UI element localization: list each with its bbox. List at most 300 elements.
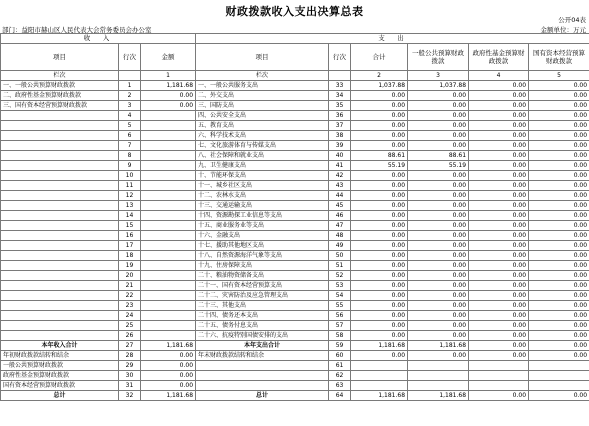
income-amount-header: 金额 — [141, 44, 196, 71]
state-capital-cell: 0.00 — [529, 211, 589, 221]
total-cell: 0.00 — [351, 181, 408, 191]
expend-rowno-cell: 55 — [329, 301, 351, 311]
total-cell — [351, 361, 408, 371]
fund-budget-cell: 0.00 — [469, 131, 529, 141]
income-item-cell — [1, 281, 119, 291]
column-number-row — [1, 71, 589, 81]
general-budget-header: 一般公共预算财政拨款 — [408, 44, 469, 71]
income-amount-cell — [141, 121, 196, 131]
table-row — [1, 391, 589, 401]
expend-rowno-cell: 48 — [329, 231, 351, 241]
expend-item-cell: 十三、交通运输支出 — [196, 201, 329, 211]
general-budget-cell: 0.00 — [408, 291, 469, 301]
income-item-cell: 一般公共预算财政拨款 — [1, 361, 119, 371]
table-row — [1, 231, 589, 241]
income-amount-cell — [141, 201, 196, 211]
table-row — [1, 91, 589, 101]
general-budget-cell: 0.00 — [408, 261, 469, 271]
general-budget-cell: 0.00 — [408, 91, 469, 101]
total-cell — [351, 371, 408, 381]
income-rowno-cell: 1 — [119, 81, 141, 91]
income-amount-cell: 1,181.68 — [141, 391, 196, 401]
income-rowno-cell: 27 — [119, 341, 141, 351]
table-row — [1, 191, 589, 201]
general-budget-cell — [408, 361, 469, 371]
general-budget-cell: 0.00 — [408, 311, 469, 321]
general-budget-cell: 0.00 — [408, 181, 469, 191]
income-amount-cell — [141, 141, 196, 151]
total-cell: 1,181.68 — [351, 341, 408, 351]
state-capital-cell: 0.00 — [529, 241, 589, 251]
table-row — [1, 271, 589, 281]
income-amount-cell — [141, 131, 196, 141]
income-item-cell — [1, 231, 119, 241]
table-row — [1, 151, 589, 161]
total-cell: 0.00 — [351, 321, 408, 331]
fund-budget-cell: 0.00 — [469, 161, 529, 171]
expend-item-cell: 十九、住房保障支出 — [196, 261, 329, 271]
state-capital-cell: 0.00 — [529, 301, 589, 311]
general-budget-cell: 0.00 — [408, 191, 469, 201]
state-capital-cell: 0.00 — [529, 231, 589, 241]
expend-rowno-cell: 47 — [329, 221, 351, 231]
table-row — [1, 141, 589, 151]
state-capital-header: 国有资本经营预算财政拨款 — [529, 44, 589, 71]
income-item-cell: 国有资本经营预算财政拨款 — [1, 381, 119, 391]
income-amount-cell: 1,181.68 — [141, 341, 196, 351]
income-item-cell — [1, 241, 119, 251]
general-budget-cell: 0.00 — [408, 141, 469, 151]
income-rowno-cell: 2 — [119, 91, 141, 101]
total-cell: 0.00 — [351, 331, 408, 341]
table-row — [1, 101, 589, 111]
income-item-cell — [1, 251, 119, 261]
income-item-cell — [1, 171, 119, 181]
state-capital-cell: 0.00 — [529, 161, 589, 171]
expend-rowno-cell: 59 — [329, 341, 351, 351]
expend-item-cell: 六、科学技术支出 — [196, 131, 329, 141]
income-rowno-cell: 11 — [119, 181, 141, 191]
state-capital-cell — [529, 381, 589, 391]
state-capital-cell: 0.00 — [529, 261, 589, 271]
expend-item-cell: 十七、援助其他地区支出 — [196, 241, 329, 251]
income-amount-cell — [141, 181, 196, 191]
report-title: 财政拨款收入支出决算总表 — [225, 5, 364, 18]
expend-item-cell: 二十五、债务付息支出 — [196, 321, 329, 331]
total-cell: 0.00 — [351, 131, 408, 141]
colno-5: 5 — [529, 71, 589, 81]
expend-item-cell: 十八、自然资源海洋气象等支出 — [196, 251, 329, 261]
expend-item-cell: 年末财政拨款结转和结余 — [196, 351, 329, 361]
fund-budget-cell: 0.00 — [469, 311, 529, 321]
total-cell: 0.00 — [351, 291, 408, 301]
fund-budget-cell: 0.00 — [469, 271, 529, 281]
income-rowno-cell: 20 — [119, 271, 141, 281]
income-amount-cell — [141, 281, 196, 291]
expend-item-cell: 八、社会保障和就业支出 — [196, 151, 329, 161]
state-capital-cell: 0.00 — [529, 391, 589, 401]
form-number: 公开04表 — [558, 16, 586, 24]
expend-item-cell: 一、一般公共服务支出 — [196, 81, 329, 91]
fund-budget-cell: 0.00 — [469, 321, 529, 331]
state-capital-cell: 0.00 — [529, 91, 589, 101]
expend-rowno-header: 行次 — [329, 44, 351, 71]
fund-budget-cell: 0.00 — [469, 171, 529, 181]
expend-rowno-cell: 51 — [329, 261, 351, 271]
income-rowno-cell: 21 — [119, 281, 141, 291]
total-cell: 0.00 — [351, 91, 408, 101]
income-item-cell — [1, 311, 119, 321]
general-budget-cell — [408, 371, 469, 381]
column-header-row — [1, 44, 589, 71]
total-cell: 0.00 — [351, 201, 408, 211]
fund-budget-cell: 0.00 — [469, 301, 529, 311]
expend-item-cell: 十二、农林水支出 — [196, 191, 329, 201]
income-amount-cell — [141, 331, 196, 341]
income-rowno-cell: 32 — [119, 391, 141, 401]
general-budget-cell: 0.00 — [408, 121, 469, 131]
expend-rowno-cell: 34 — [329, 91, 351, 101]
income-rowno-cell: 28 — [119, 351, 141, 361]
table-row — [1, 181, 589, 191]
income-amount-cell — [141, 271, 196, 281]
table-row — [1, 251, 589, 261]
expend-item-cell: 二十四、债务还本支出 — [196, 311, 329, 321]
expend-item-cell: 七、文化旅游体育与传媒支出 — [196, 141, 329, 151]
fund-budget-cell: 0.00 — [469, 81, 529, 91]
fund-budget-cell — [469, 361, 529, 371]
table-row — [1, 361, 589, 371]
income-amount-cell: 0.00 — [141, 101, 196, 111]
income-amount-cell — [141, 311, 196, 321]
state-capital-cell: 0.00 — [529, 201, 589, 211]
income-item-cell: 政府性基金预算财政拨款 — [1, 371, 119, 381]
total-cell: 0.00 — [351, 191, 408, 201]
colno-label-right: 栏次 — [196, 71, 329, 81]
total-cell: 88.61 — [351, 151, 408, 161]
income-amount-cell — [141, 301, 196, 311]
expend-rowno-cell: 36 — [329, 111, 351, 121]
income-amount-cell: 0.00 — [141, 371, 196, 381]
income-rowno-cell: 26 — [119, 331, 141, 341]
income-rowno-cell: 30 — [119, 371, 141, 381]
income-rowno-cell: 15 — [119, 221, 141, 231]
income-item-cell: 三、国有资本经营预算财政拨款 — [1, 101, 119, 111]
total-cell: 1,037.88 — [351, 81, 408, 91]
state-capital-cell: 0.00 — [529, 101, 589, 111]
table-row — [1, 171, 589, 181]
expend-item-cell: 四、公共安全支出 — [196, 111, 329, 121]
expend-rowno-cell: 49 — [329, 241, 351, 251]
income-amount-cell — [141, 171, 196, 181]
fund-budget-cell: 0.00 — [469, 191, 529, 201]
income-item-cell: 一、一般公共预算财政拨款 — [1, 81, 119, 91]
expend-rowno-cell: 42 — [329, 171, 351, 181]
fund-budget-cell: 0.00 — [469, 351, 529, 361]
expend-rowno-cell: 54 — [329, 291, 351, 301]
income-rowno-cell: 18 — [119, 251, 141, 261]
general-budget-cell: 1,037.88 — [408, 81, 469, 91]
fund-budget-cell: 0.00 — [469, 221, 529, 231]
general-budget-cell: 88.61 — [408, 151, 469, 161]
state-capital-cell: 0.00 — [529, 191, 589, 201]
income-amount-cell — [141, 261, 196, 271]
fund-budget-cell: 0.00 — [469, 201, 529, 211]
general-budget-cell: 1,181.68 — [408, 341, 469, 351]
state-capital-cell: 0.00 — [529, 121, 589, 131]
income-rowno-cell: 7 — [119, 141, 141, 151]
expend-rowno-cell: 41 — [329, 161, 351, 171]
fund-budget-cell: 0.00 — [469, 231, 529, 241]
income-amount-cell — [141, 191, 196, 201]
general-budget-cell: 0.00 — [408, 241, 469, 251]
expend-rowno-cell: 64 — [329, 391, 351, 401]
expend-rowno-cell: 33 — [329, 81, 351, 91]
total-header: 合计 — [351, 44, 408, 71]
state-capital-cell: 0.00 — [529, 251, 589, 261]
general-budget-cell: 0.00 — [408, 251, 469, 261]
state-capital-cell: 0.00 — [529, 181, 589, 191]
fund-budget-cell: 0.00 — [469, 251, 529, 261]
income-item-cell — [1, 161, 119, 171]
state-capital-cell: 0.00 — [529, 291, 589, 301]
expend-item-cell: 三、国防支出 — [196, 101, 329, 111]
fund-budget-cell: 0.00 — [469, 391, 529, 401]
fund-budget-cell: 0.00 — [469, 341, 529, 351]
state-capital-cell: 0.00 — [529, 131, 589, 141]
total-cell — [351, 381, 408, 391]
expend-item-cell: 十四、资源勘探工业信息等支出 — [196, 211, 329, 221]
total-cell: 0.00 — [351, 281, 408, 291]
state-capital-cell: 0.00 — [529, 141, 589, 151]
expend-item-cell — [196, 381, 329, 391]
general-budget-cell: 0.00 — [408, 201, 469, 211]
fund-budget-cell: 0.00 — [469, 111, 529, 121]
table-row — [1, 221, 589, 231]
fund-budget-cell: 0.00 — [469, 151, 529, 161]
total-cell: 0.00 — [351, 211, 408, 221]
income-amount-cell: 0.00 — [141, 351, 196, 361]
income-item-cell: 本年收入合计 — [1, 341, 119, 351]
general-budget-cell: 0.00 — [408, 221, 469, 231]
income-amount-cell: 0.00 — [141, 381, 196, 391]
table-row — [1, 371, 589, 381]
amount-unit-label: 金额单位：万元 — [540, 26, 586, 34]
income-group-header: 收 入 — [1, 34, 196, 44]
total-cell: 0.00 — [351, 111, 408, 121]
fund-budget-cell — [469, 371, 529, 381]
income-item-cell — [1, 301, 119, 311]
income-rowno-cell: 25 — [119, 321, 141, 331]
table-row — [1, 321, 589, 331]
table-row — [1, 111, 589, 121]
total-cell: 0.00 — [351, 251, 408, 261]
colno-blank-right — [329, 71, 351, 81]
income-rowno-cell: 16 — [119, 231, 141, 241]
income-rowno-header: 行次 — [119, 44, 141, 71]
expend-rowno-cell: 52 — [329, 271, 351, 281]
total-cell: 0.00 — [351, 241, 408, 251]
general-budget-cell: 0.00 — [408, 331, 469, 341]
income-amount-cell — [141, 151, 196, 161]
income-amount-cell: 1,181.68 — [141, 81, 196, 91]
general-budget-cell: 0.00 — [408, 271, 469, 281]
table-row — [1, 341, 589, 351]
fund-budget-cell: 0.00 — [469, 121, 529, 131]
state-capital-cell: 0.00 — [529, 271, 589, 281]
income-item-cell — [1, 121, 119, 131]
expend-item-cell: 二、外交支出 — [196, 91, 329, 101]
income-amount-cell — [141, 211, 196, 221]
total-cell: 0.00 — [351, 141, 408, 151]
table-row — [1, 81, 589, 91]
income-rowno-cell: 29 — [119, 361, 141, 371]
income-item-cell: 二、政府性基金预算财政拨款 — [1, 91, 119, 101]
general-budget-cell: 1,181.68 — [408, 391, 469, 401]
expend-item-cell: 九、卫生健康支出 — [196, 161, 329, 171]
total-cell: 0.00 — [351, 301, 408, 311]
fund-budget-cell: 0.00 — [469, 91, 529, 101]
income-rowno-cell: 4 — [119, 111, 141, 121]
expend-rowno-cell: 40 — [329, 151, 351, 161]
total-cell: 0.00 — [351, 271, 408, 281]
income-rowno-cell: 17 — [119, 241, 141, 251]
colno-4: 4 — [469, 71, 529, 81]
table-body — [1, 34, 589, 401]
expend-item-cell: 二十一、国有资本经营预算支出 — [196, 281, 329, 291]
organization-label: 部门：益阳市赫山区人民代表大会常务委员会办公室 — [2, 26, 152, 34]
income-item-cell — [1, 191, 119, 201]
income-amount-cell: 0.00 — [141, 361, 196, 371]
expend-item-cell: 十六、金融支出 — [196, 231, 329, 241]
state-capital-cell — [529, 371, 589, 381]
general-budget-cell: 0.00 — [408, 111, 469, 121]
expend-rowno-cell: 38 — [329, 131, 351, 141]
expend-item-cell: 二十二、灾害防治及应急管理支出 — [196, 291, 329, 301]
table-row — [1, 241, 589, 251]
total-cell: 55.19 — [351, 161, 408, 171]
expend-rowno-cell: 53 — [329, 281, 351, 291]
total-cell: 0.00 — [351, 101, 408, 111]
total-cell: 0.00 — [351, 311, 408, 321]
state-capital-cell: 0.00 — [529, 151, 589, 161]
expend-rowno-cell: 43 — [329, 181, 351, 191]
fund-budget-cell: 0.00 — [469, 261, 529, 271]
table-row — [1, 351, 589, 361]
fund-budget-cell: 0.00 — [469, 281, 529, 291]
income-rowno-cell: 5 — [119, 121, 141, 131]
income-rowno-cell: 31 — [119, 381, 141, 391]
income-rowno-cell: 24 — [119, 311, 141, 321]
fund-budget-cell: 0.00 — [469, 241, 529, 251]
general-budget-cell: 0.00 — [408, 211, 469, 221]
income-amount-cell — [141, 231, 196, 241]
table-row — [1, 291, 589, 301]
table-row — [1, 201, 589, 211]
income-item-cell — [1, 221, 119, 231]
income-rowno-cell: 23 — [119, 301, 141, 311]
income-rowno-cell: 6 — [119, 131, 141, 141]
state-capital-cell: 0.00 — [529, 281, 589, 291]
total-cell: 0.00 — [351, 261, 408, 271]
total-cell: 0.00 — [351, 221, 408, 231]
state-capital-cell: 0.00 — [529, 221, 589, 231]
income-item-cell — [1, 201, 119, 211]
fund-budget-cell: 0.00 — [469, 101, 529, 111]
colno-1: 1 — [141, 71, 196, 81]
table-row — [1, 121, 589, 131]
income-item-cell — [1, 331, 119, 341]
income-rowno-cell: 8 — [119, 151, 141, 161]
general-budget-cell: 0.00 — [408, 301, 469, 311]
income-rowno-cell: 14 — [119, 211, 141, 221]
expend-rowno-cell: 44 — [329, 191, 351, 201]
expend-rowno-cell: 39 — [329, 141, 351, 151]
income-item-cell — [1, 271, 119, 281]
total-cell: 1,181.68 — [351, 391, 408, 401]
state-capital-cell: 0.00 — [529, 171, 589, 181]
general-budget-cell: 0.00 — [408, 131, 469, 141]
table-row — [1, 161, 589, 171]
table-row — [1, 261, 589, 271]
expenditure-group-header: 支 出 — [196, 34, 589, 44]
income-item-cell — [1, 111, 119, 121]
expend-item-cell: 五、教育支出 — [196, 121, 329, 131]
income-item-cell — [1, 211, 119, 221]
income-rowno-cell: 22 — [119, 291, 141, 301]
expend-item-cell — [196, 361, 329, 371]
expend-item-header: 项目 — [196, 44, 329, 71]
expend-item-cell: 十、节能环保支出 — [196, 171, 329, 181]
income-amount-cell — [141, 251, 196, 261]
income-rowno-cell: 9 — [119, 161, 141, 171]
income-item-header: 项目 — [1, 44, 119, 71]
income-rowno-cell: 10 — [119, 171, 141, 181]
state-capital-cell — [529, 361, 589, 371]
expend-item-cell: 总计 — [196, 391, 329, 401]
expend-item-cell: 本年支出合计 — [196, 341, 329, 351]
total-cell: 0.00 — [351, 351, 408, 361]
general-budget-cell: 0.00 — [408, 101, 469, 111]
state-capital-cell: 0.00 — [529, 331, 589, 341]
income-rowno-cell: 3 — [119, 101, 141, 111]
table-row — [1, 331, 589, 341]
expend-item-cell: 二十、粮油物资储备支出 — [196, 271, 329, 281]
expend-rowno-cell: 57 — [329, 321, 351, 331]
group-header-row — [1, 34, 589, 44]
table-row — [1, 211, 589, 221]
state-capital-cell: 0.00 — [529, 341, 589, 351]
income-amount-cell: 0.00 — [141, 91, 196, 101]
expend-rowno-cell: 60 — [329, 351, 351, 361]
colno-3: 3 — [408, 71, 469, 81]
general-budget-cell: 0.00 — [408, 231, 469, 241]
colno-label-left: 栏次 — [1, 71, 119, 81]
general-budget-cell — [408, 381, 469, 391]
fund-budget-cell: 0.00 — [469, 141, 529, 151]
state-capital-cell: 0.00 — [529, 321, 589, 331]
general-budget-cell: 0.00 — [408, 351, 469, 361]
table-row — [1, 131, 589, 141]
fund-budget-cell: 0.00 — [469, 211, 529, 221]
general-budget-cell: 55.19 — [408, 161, 469, 171]
income-rowno-cell: 13 — [119, 201, 141, 211]
income-amount-cell — [141, 221, 196, 231]
expend-rowno-cell: 37 — [329, 121, 351, 131]
total-cell: 0.00 — [351, 121, 408, 131]
state-capital-cell: 0.00 — [529, 311, 589, 321]
expend-item-cell: 二十六、抗疫特别国债安排的支出 — [196, 331, 329, 341]
